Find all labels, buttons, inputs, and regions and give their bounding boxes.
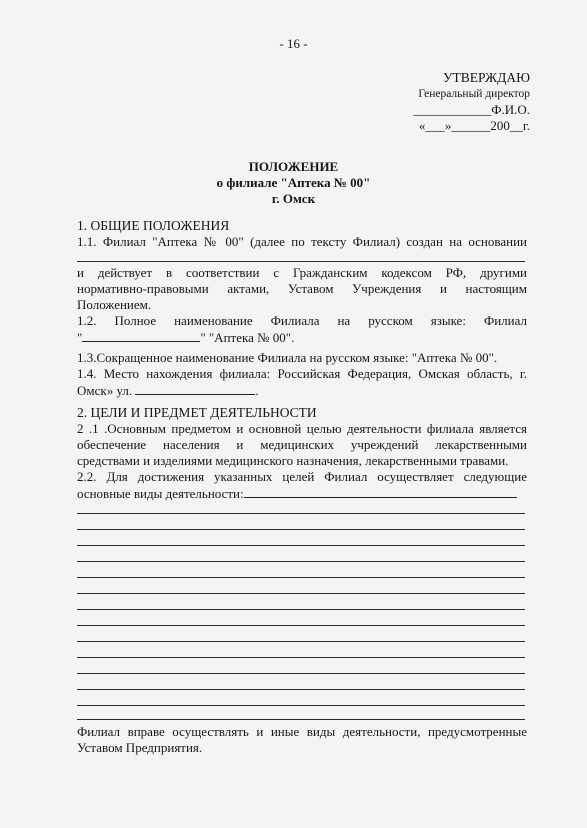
- section-1: [77, 218, 527, 250]
- section-2: [77, 405, 527, 502]
- address-suffix: .: [255, 383, 259, 398]
- section-2-p1-line2: обеспечение населения и медицинских учреждений лекарственными: [77, 437, 527, 452]
- section-1-p2-line2: [77, 329, 527, 346]
- section-2-closing: [77, 724, 527, 756]
- activity-blank-line: [77, 625, 525, 626]
- address-prefix: Омск» ул.: [77, 383, 133, 398]
- section-1-p1-line1: 1.1. Филиал "Аптека № 00" (далее по тексту Филиал) создан на основании: [77, 234, 527, 249]
- section-2-p2-line2: [77, 485, 527, 502]
- activity-blank-line: [77, 689, 525, 690]
- section-1-p1-line3: нормативно-правовыми актами, Уставом Учреждения и настоящим: [77, 281, 527, 296]
- section-2-p1-line1: 2 .1 .Основным предметом и основной целью деятельности филиала является: [77, 421, 527, 436]
- title-line-1: ПОЛОЖЕНИЕ: [248, 159, 339, 174]
- approval-signature-line: ____________Ф.И.О.: [413, 102, 530, 117]
- activity-blank-line: [77, 577, 525, 578]
- activity-blank-line: [77, 513, 525, 514]
- page-number: - 16 -: [279, 36, 308, 51]
- activity-blank-line: [77, 609, 525, 610]
- section-2-heading: 2. ЦЕЛИ И ПРЕДМЕТ ДЕЯТЕЛЬНОСТИ: [77, 405, 317, 420]
- section-1-p4-line2: [77, 382, 527, 399]
- approval-date-line: «___»______200__г.: [418, 118, 530, 133]
- section-1-continued: [77, 265, 527, 399]
- section-1-p3: 1.3.Сокращенное наименование Филиала на русском языке: "Аптека № 00".: [77, 350, 498, 365]
- section-1-p2-line1: 1.2. Полное наименование Филиала на русском языке: Филиал: [77, 313, 527, 328]
- approval-position: Генеральный директор: [418, 88, 530, 100]
- activity-blank-line: [77, 593, 525, 594]
- activity-blank-line: [77, 561, 525, 562]
- activity-blank-line: [77, 705, 525, 706]
- title-line-3: г. Омск: [271, 191, 316, 206]
- activity-blank-line: [77, 545, 525, 546]
- activity-blank-line: [77, 529, 525, 530]
- activity-blank-line: [77, 657, 525, 658]
- section-1-p1-line4: Положением.: [77, 297, 152, 312]
- approval-block: [413, 70, 530, 134]
- activity-blank-line: [77, 673, 525, 674]
- activity-blank-line: [77, 641, 525, 642]
- title-line-2: о филиале "Аптека № 00": [216, 175, 371, 190]
- activities-label: основные виды деятельности:: [77, 486, 244, 501]
- document-title: [0, 159, 587, 207]
- activities-blank: [244, 485, 517, 498]
- approval-title: УТВЕРЖДАЮ: [442, 70, 530, 85]
- basis-blank-line: [77, 261, 525, 262]
- street-blank: [135, 382, 255, 395]
- full-name-blank: [82, 329, 200, 342]
- section-1-p1-line2: и действует в соответствии с Гражданским кодексом РФ, другими: [77, 265, 527, 280]
- full-name-prefix: ": [77, 330, 83, 345]
- full-name-suffix: " "Аптека № 00".: [200, 330, 295, 345]
- section-2-p2-line1: 2.2. Для достижения указанных целей Филиал осуществляет следующие: [77, 469, 527, 484]
- section-2-p1-line3: средствами и изделиями медицинского назначения, лекарственными травами.: [77, 453, 509, 468]
- closing-line-2: Уставом Предприятия.: [77, 740, 203, 755]
- activity-blank-line: [77, 719, 525, 720]
- section-1-p4-line1: 1.4. Место нахождения филиала: Российская Федерация, Омская область, г.: [77, 366, 527, 381]
- section-1-heading: 1. ОБЩИЕ ПОЛОЖЕНИЯ: [77, 218, 230, 233]
- closing-line-1: Филиал вправе осуществлять и иные виды деятельности, предусмотренные: [77, 724, 527, 739]
